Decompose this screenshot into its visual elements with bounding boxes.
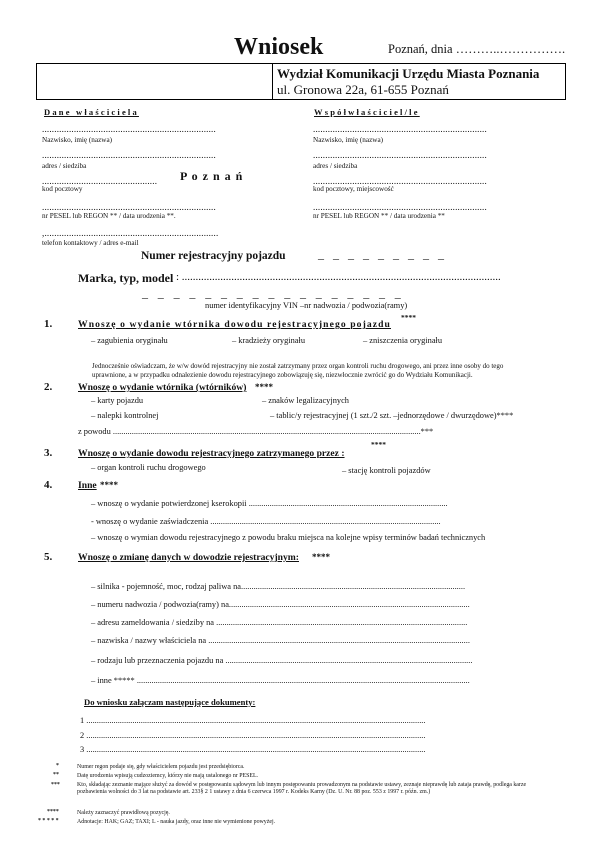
registration-number-field[interactable]: _ _ _ _ _ _ _ _ _ [318,247,447,261]
section-2-reason-field[interactable]: z powodu ...................................................................................................................................................*** [78,427,434,436]
section-4-option-certificate[interactable]: - wnoszę o wydanie zaświadczenia .............................................................................................................. [91,517,441,526]
section-1-option-stolen[interactable]: – kradzieży oryginału [232,336,306,345]
owner-name-label: Nazwisko, imię (nazwa) [42,136,113,144]
section-1-title: Wnoszę o wydanie wtórnika dowodu rejestracyjnego pojazdu [78,319,391,330]
vin-label: numer identyfikacyjny VIN –nr nadwozia / podwozia(ramy) [205,301,408,310]
page-title: Wniosek [234,34,324,60]
section-2-number: 2. [44,381,53,393]
owner-address-field[interactable]: ....................................................................... [42,150,216,160]
footnote-4-mark: **** [47,809,59,815]
section-3-title: Wnoszę o wydanie dowodu rejestracyjnego zatrzymanego przez : [78,448,345,459]
section-4-option-replace-document[interactable]: – wnoszę o wymian dowodu rejestracyjnego z powodu braku miejsca na kolejne wpisy terminów badań technicznych [91,533,486,542]
section-4-option-certified-copy[interactable]: – wnoszę o wydanie potwierdzonej kserokopii ............................................................................................... [91,499,448,508]
header-box-divider [272,63,273,100]
attachment-row-2[interactable]: 2 .................................................................................................................................................................. [80,731,426,740]
make-model-field[interactable]: : .................................................................................................................... [176,271,501,283]
footnote-5-text: Adnotacje: HAK; GAZ; TAXI; L - nauka jazdy, oraz inne nie wymienione powyżej. [77,819,276,825]
section-3-number: 3. [44,447,53,459]
section-4-title: Inne [78,480,97,491]
section-3-option-inspection-station[interactable]: – stację kontroli pojazdów [342,466,431,475]
section-5-row-owner-name[interactable]: – nazwiska / nazwy właściciela na ............................................................................................................................. [91,636,470,645]
section-2-option-control-sticker[interactable]: – nalepki kontrolnej [91,411,159,420]
attachment-row-1[interactable]: 1 .................................................................................................................................................................. [80,716,426,725]
office-address: ul. Gronowa 22a, 61-655 Poznań [277,82,449,97]
footnote-2-text: Datę urodzenia wpisują cudzoziemcy, którzy nie mają ustalonego nr PESEL. [77,773,259,779]
section-1-stars: **** [401,313,416,322]
owner-name-field[interactable]: ....................................................................... [42,124,216,134]
coowner-heading: Współwłaściciel/le [314,107,420,117]
coowner-name-field[interactable]: ....................................................................... [313,124,487,134]
section-2-title: Wnoszę o wydanie wtórnika (wtórników) [78,382,247,393]
place-date-field[interactable]: Poznań, dnia ………..……………. [388,42,566,56]
section-5-row-address[interactable]: – adresu zameldowania / siedziby na ........................................................................................................................ [91,618,468,627]
section-4-number: 4. [44,479,53,491]
owner-address-label: adres / siedziba [42,162,87,170]
section-2-stars: **** [255,382,273,392]
footnote-1-mark: * [56,763,59,769]
section-1-number: 1. [44,318,53,330]
section-5-stars: **** [312,552,330,562]
owner-contact-field[interactable]: ,....................................................................... [42,228,219,238]
attachments-heading: Do wniosku załączam następujące dokumenty: [84,697,256,707]
office-name: Wydział Komunikacji Urzędu Miasta Poznania [277,66,540,81]
section-5-number: 5. [44,551,53,563]
section-5-row-body-number[interactable]: – numeru nadwozia / podwozia(ramy) na................................................................................................................... [91,600,470,609]
coowner-postcode-label: kod pocztowy, miejscowość [313,185,394,193]
section-1-option-destroyed[interactable]: – zniszczenia oryginału [363,336,443,345]
section-2-option-vehicle-card[interactable]: – karty pojazdu [91,396,144,405]
owner-pesel-field[interactable]: ....................................................................... [42,202,216,212]
coowner-address-label: adres / siedziba [313,162,358,170]
footnote-1-text: Numer regon podaje się, gdy właścicielem pojazdu jest przedsiębiorca. [77,764,245,770]
registration-number-label: Numer rejestracyjny pojazdu [141,250,286,262]
owner-heading: Dane właściciela [44,107,139,117]
coowner-name-label: Nazwisko, imię (nazwa) [313,136,384,144]
owner-postcode-field[interactable]: ............................................... [42,176,158,186]
section-5-row-vehicle-type[interactable]: – rodzaju lub przeznaczenia pojazdu na ...................................................................................................................... [91,656,473,665]
coowner-postcode-field[interactable]: ....................................................................... [313,176,487,186]
coowner-pesel-field[interactable]: ....................................................................... [313,202,487,212]
coowner-pesel-label: nr PESEL lub REGON ** / data urodzenia ** [313,212,445,220]
section-2-option-plates[interactable]: – tablic/y rejestracyjnej (1 szt./2 szt. –jednorzędowe / dwurzędowe)**** [270,411,514,420]
section-5-row-other[interactable]: – inne ***** ............................................................................................................................................................... [91,676,470,685]
footnote-5-mark: * * * * * [38,818,59,824]
footnote-3-text: Kto, składając zeznanie mające służyć za dowód w postępowaniu sądowym lub innym postępowaniu prowadzonym na podstawie ustawy, zeznaje nieprawdę lub zataja prawdę, podlega karze pozbawienia wolności do 3 lat na podstawie art. 233§ 2 1 ustawy z dnia 6 czerwca 1997 r. Kodeks Karny (Dz. U. Nr. 88 poz. 553 z 1997 r. późn. zm.) [77,782,527,796]
owner-contact-label: telefon kontaktowy / adres e-mail [42,239,139,247]
footnote-4-text: Należy zaznaczyć prawidłową pozycję. [77,810,170,816]
owner-pesel-label: nr PESEL lub REGON ** / data urodzenia **. [42,212,176,220]
section-3-stars: **** [371,440,386,449]
make-model-label: Marka, typ, model [78,271,174,285]
attachment-row-3[interactable]: 3 .................................................................................................................................................................. [80,745,426,754]
footnote-2-mark: ** [53,772,59,778]
footnote-3-mark: *** [51,782,60,788]
section-3-option-traffic-control[interactable]: – organ kontroli ruchu drogowego [91,463,206,472]
coowner-address-field[interactable]: ....................................................................... [313,150,487,160]
section-4-stars: **** [100,480,118,490]
vin-field[interactable]: _ _ _ _ _ _ _ _ _ _ _ _ _ _ _ _ _ [142,286,405,300]
owner-postcode-label: kod pocztowy [42,185,83,193]
owner-city: P o z n a ń [180,169,244,183]
section-1-option-lost[interactable]: – zagubienia oryginału [91,336,168,345]
section-2-option-legalization-signs[interactable]: – znaków legalizacyjnych [262,396,349,405]
section-1-statement: Jednocześnie oświadczam, że w/w dowód rejestracyjny nie został zatrzymany przez organ kontroli ruchu drogowego, ani przez inne osoby do tego uprawnione, a w przypadku odnalezienie dowodu rejestracyjnego zobowiązuję się, niezwłocznie zwrócić go do Wydziału Komunikacji. [92,362,504,379]
section-5-row-engine[interactable]: – silnika - pojemność, moc, rodzaj paliwa na........................................................................................................... [91,582,466,591]
section-5-title: Wnoszę o zmianę danych w dowodzie rejestracyjnym: [78,552,299,563]
